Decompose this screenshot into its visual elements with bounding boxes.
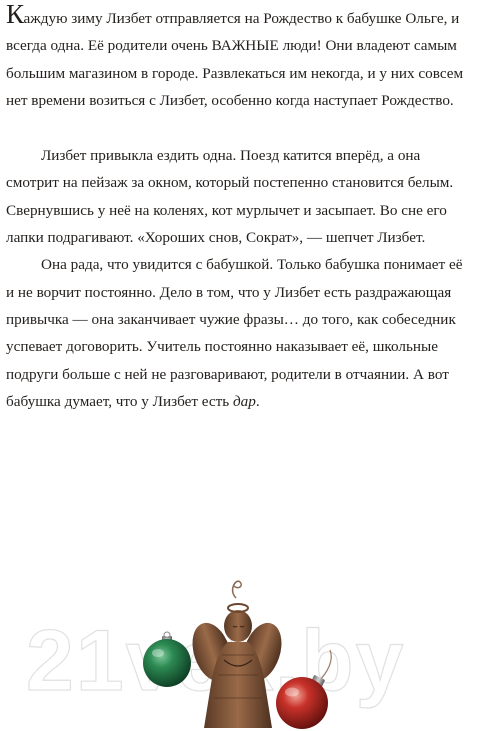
story-text — [6, 0, 474, 415]
paragraph-1-text: аждую зиму Лизбет отправляется на Рождество к бабушке Ольге, и всегда одна. Её родители очень ВАЖНЫЕ люди! Они владеют самым большим магазином в городе. Развлекаться им некогда, и у них совсем нет времени возиться с Лизбет, особенно когда наступает Рождество. — [6, 10, 464, 109]
paragraph-3-text: Она рада, что увидится с бабушкой. Только бабушка понимает её и не ворчит постоянно. Дело в том, что у Лизбет есть раздражающая привычка — она заканчивает чужие фразы… до того, как собеседник успевает договорить. Учитель постоянно наказывает её, школьные подруги больше с ней не разговаривают, родители в отчаянии. А вот бабушка думает, что у Лизбет есть — [6, 256, 463, 410]
green-bauble — [143, 632, 191, 687]
emphasis-word: дар — [233, 392, 256, 410]
red-bauble — [276, 650, 331, 729]
paragraph-3 — [6, 251, 474, 415]
paragraph-1 — [6, 0, 474, 114]
paragraph-3-end: . — [255, 392, 260, 410]
angel-ornament — [186, 581, 289, 728]
christmas-ornaments-illustration — [0, 560, 480, 731]
drop-cap: К — [6, 0, 24, 29]
paragraph-2: Лизбет привыкла ездить одна. Поезд катится вперёд, а она смотрит на пейзаж за окном, который постепенно становится белым. Свернувшись у неё на коленях, кот мурлычет и засыпает. Во сне его лапки подрагивают. «Хороших снов, Сократ», — шепчет Лизбет. — [6, 147, 454, 247]
paragraph-gap — [6, 114, 474, 142]
